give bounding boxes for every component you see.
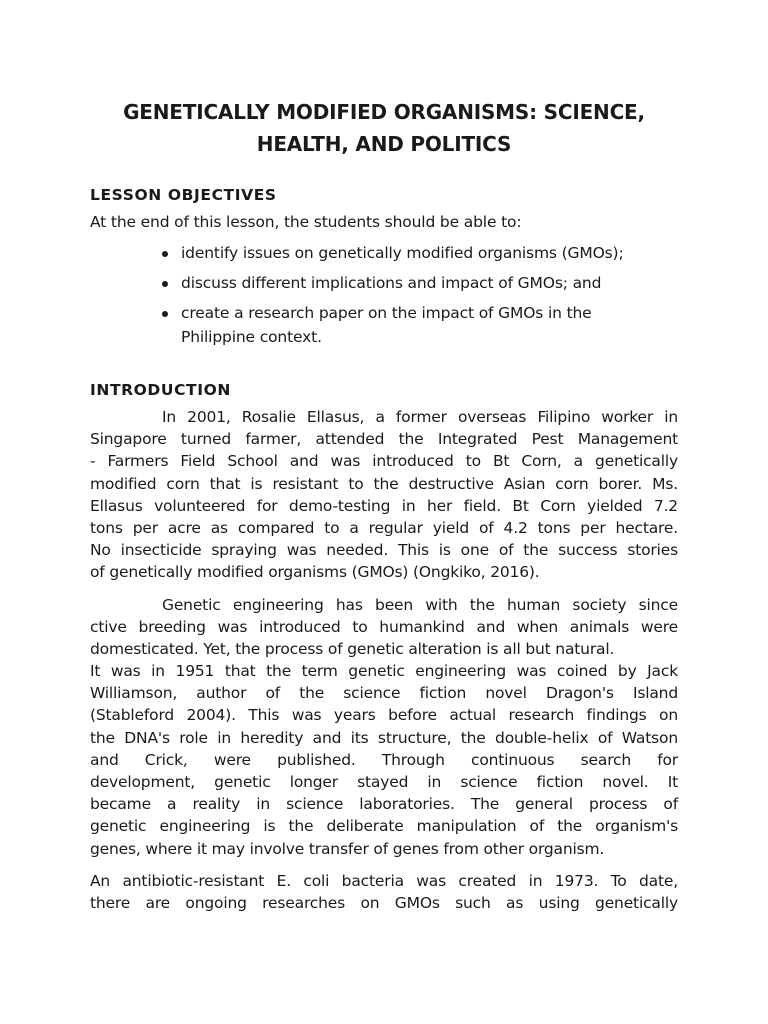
paragraph-line: Ellasus volunteered for demo-testing in her field. Bt Corn yielded 7.2 (90, 496, 678, 515)
introduction-paragraph (90, 594, 678, 661)
lesson-objectives-heading: LESSON OBJECTIVES (90, 186, 277, 204)
paragraph-line: No insecticide spraying was needed. This is one of the success stories (90, 541, 678, 560)
document-title (90, 96, 678, 160)
bullet-icon (162, 281, 168, 287)
paragraph-line: modified corn that is resistant to the destructive Asian corn borer. Ms. (90, 474, 678, 493)
objectives-intro: At the end of this lesson, the students should be able to: (90, 213, 522, 231)
objective-item (162, 301, 678, 349)
paragraph-line: (Stableford 2004). This was years before actual research findings on (90, 706, 678, 725)
objective-text: Philippine context. (181, 328, 322, 346)
introduction-paragraph (90, 660, 678, 860)
introduction-paragraph (90, 870, 678, 914)
introduction-paragraph (90, 406, 678, 584)
bullet-icon (162, 251, 168, 257)
paragraph-line: domesticated. Yet, the process of genetic alteration is all but natural. (90, 640, 615, 659)
paragraph-line: ctive breeding was introduced to humankind and when animals were (90, 618, 678, 637)
objective-text: create a research paper on the impact of GMOs in the (181, 304, 592, 322)
paragraph-line: - Farmers Field School and was introduced to Bt Corn, a genetically (90, 452, 678, 471)
paragraph-line: An antibiotic-resistant E. coli bacteria was created in 1973. To date, (90, 872, 678, 890)
introduction-heading: INTRODUCTION (90, 381, 231, 399)
paragraph-line: In 2001, Rosalie Ellasus, a former overseas Filipino worker in (162, 408, 678, 426)
paragraph-line: Genetic engineering has been with the human society since (162, 596, 678, 614)
paragraph-line: and Crick, were published. Through continuous search for (90, 750, 678, 769)
paragraph-line: genetic engineering is the deliberate manipulation of the organism's (90, 817, 678, 836)
title-line: GENETICALLY MODIFIED ORGANISMS: SCIENCE, (123, 100, 645, 124)
paragraph-line: development, genetic longer stayed in science fiction novel. It (90, 773, 678, 792)
paragraph-line: tons per acre as compared to a regular yield of 4.2 tons per hectare. (90, 519, 678, 538)
paragraph-line: there are ongoing researches on GMOs such as using genetically (90, 894, 678, 913)
objective-item (162, 241, 678, 265)
paragraph-line: genes, where it may involve transfer of genes from other organism. (90, 839, 605, 858)
bullet-icon (162, 311, 168, 317)
title-line: HEALTH, AND POLITICS (256, 132, 512, 156)
paragraph-line: Williamson, author of the science fiction novel Dragon's Island (90, 684, 678, 703)
paragraph-line: Singapore turned farmer, attended the Integrated Pest Management (90, 430, 678, 449)
objective-text: identify issues on genetically modified organisms (GMOs); (181, 244, 624, 262)
paragraph-line: became a reality in science laboratories. The general process of (90, 795, 678, 814)
paragraph-line: the DNA's role in heredity and its structure, the double-helix of Watson (90, 728, 678, 747)
objective-item (162, 271, 678, 295)
paragraph-line: It was in 1951 that the term genetic engineering was coined by Jack (90, 662, 678, 680)
objectives-list (162, 241, 678, 355)
paragraph-line: of genetically modified organisms (GMOs) (Ongkiko, 2016). (90, 563, 540, 582)
objective-text: discuss different implications and impact of GMOs; and (181, 274, 602, 292)
